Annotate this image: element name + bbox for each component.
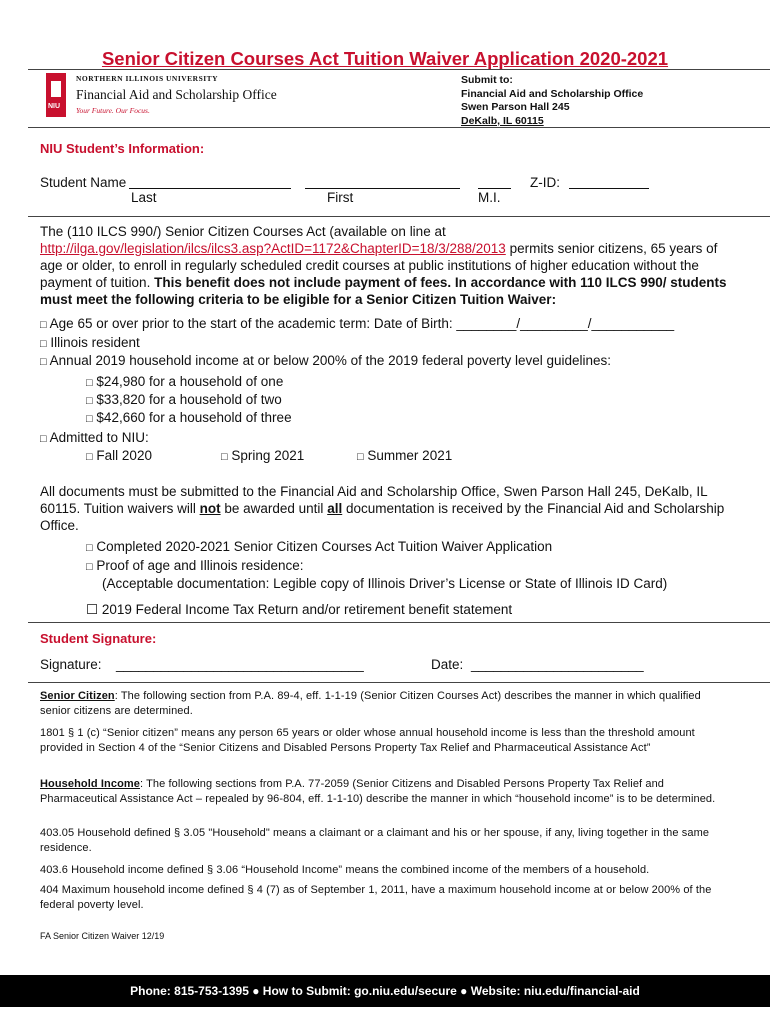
checkbox-icon: □ xyxy=(86,395,93,407)
checkbox-icon: □ xyxy=(86,542,93,554)
criteria-resident[interactable]: □ Illinois resident xyxy=(40,335,140,350)
page-title: Senior Citizen Courses Act Tuition Waiver Application 2020-2021 xyxy=(101,48,669,69)
divider xyxy=(28,69,770,70)
logo-tagline: Your Future. Our Focus. xyxy=(76,106,150,115)
term-spring-2021[interactable]: □ Spring 2021 xyxy=(221,448,305,463)
date-label: Date: xyxy=(431,657,464,672)
checkbox-icon: □ xyxy=(40,356,47,368)
section-heading-student-info: NIU Student’s Information: xyxy=(40,141,205,156)
divider xyxy=(28,127,770,128)
section-40305: 403.05 Household defined § 3.05 "Household" means a claimant or a claimant and his or her spouse, if any, living together in the same residence. xyxy=(40,827,710,854)
checkbox-icon: □ xyxy=(40,338,47,350)
divider xyxy=(28,622,770,623)
doc-application[interactable]: □ Completed 2020-2021 Senior Citizen Courses Act Tuition Waiver Application xyxy=(86,539,553,554)
logo-university: NORTHERN ILLINOIS UNIVERSITY xyxy=(76,74,219,83)
income-level-three[interactable]: □ $42,660 for a household of three xyxy=(86,410,292,425)
mi-label: M.I. xyxy=(478,190,501,205)
section-heading-signature: Student Signature: xyxy=(40,631,157,646)
last-label: Last xyxy=(131,190,157,205)
income-level-one[interactable]: □ $24,980 for a household of one xyxy=(86,374,284,389)
niu-mark-icon: NIU xyxy=(46,73,66,117)
documents-paragraph: All documents must be submitted to the Financial Aid and Scholarship Office, Swen Parson Hall 245, DeKalb, IL 60115. Tuition waivers will not be awarded until all documentation is received by the Financial Aid and Scholarship Office. xyxy=(40,484,725,533)
criteria-admitted[interactable]: □ Admitted to NIU: xyxy=(40,430,149,445)
ilga-link[interactable]: http://ilga.gov/legislation/ilcs/ilcs3.asp?ActID=1172&ChapterID=18/3/288/2013 xyxy=(40,241,506,256)
student-name-label: Student Name xyxy=(40,175,127,190)
doc-tax-return[interactable]: ☐ 2019 Federal Income Tax Return and/or retirement benefit statement xyxy=(86,602,513,617)
divider xyxy=(28,682,770,683)
checkbox-icon: □ xyxy=(86,377,93,389)
doc-acceptable-note: (Acceptable documentation: Legible copy of Illinois Driver’s License or State of Illinois ID Card) xyxy=(102,576,668,591)
intro-paragraph: The (110 ILCS 990/) Senior Citizen Courses Act (available on line at http://ilga.gov/legislation/ilcs/ilcs3.asp?ActID=1172&ChapterID=18/3/288/2013 permits senior citizens, 65 years of age or older, to enroll in regularly scheduled credit courses at public institutions of higher education without the payment of tuition. This benefit does not include payment of fees. In accordance with 110 ILCS 990/ students must meet the following criteria to be eligible for a Senior Citizen Tuition Waiver: xyxy=(40,224,727,307)
household-income-definition: Household Income: The following sections from P.A. 77-2059 (Senior Citizens and Disabled Persons Property Tax Relief and Pharmaceutical Assistance Act – repealed by 96-804, eff. 1-1-10) describe the manner in which “household income” is to be determined. xyxy=(40,778,716,805)
checkbox-icon: □ xyxy=(86,451,93,463)
form-id: FA Senior Citizen Waiver 12/19 xyxy=(40,931,165,941)
zid-label: Z-ID: xyxy=(530,175,560,190)
checkbox-icon: ☐ xyxy=(86,602,99,617)
date-field[interactable]: _______________________ xyxy=(471,657,644,672)
divider xyxy=(28,216,770,217)
doc-proof-of-age[interactable]: □ Proof of age and Illinois residence: xyxy=(86,558,304,573)
first-label: First xyxy=(327,190,354,205)
signature-field[interactable]: _________________________________ xyxy=(116,657,364,672)
zid-field[interactable] xyxy=(569,188,649,189)
section-4036: 403.6 Household income defined § 3.06 “Household Income” means the combined income of the members of a household. xyxy=(40,864,650,876)
checkbox-icon: □ xyxy=(40,319,47,331)
footer-contact-bar: Phone: 815-753-1395 ● How to Submit: go.niu.edu/secure ● Website: niu.edu/financial-aid xyxy=(0,975,770,1007)
niu-logo xyxy=(46,73,306,125)
criteria-age[interactable]: □ Age 65 or over prior to the start of the academic term: Date of Birth: ________/_________/___________ xyxy=(40,316,675,331)
term-fall-2020[interactable]: □ Fall 2020 xyxy=(86,448,152,463)
checkbox-icon: □ xyxy=(221,451,228,463)
logo-office: Financial Aid and Scholarship Office xyxy=(76,87,277,102)
submit-address: Submit to: Financial Aid and Scholarship Office Swen Parson Hall 245 DeKalb, IL 60115 xyxy=(461,74,644,127)
term-summer-2021[interactable]: □ Summer 2021 xyxy=(357,448,453,463)
section-1801: 1801 § 1 (c) “Senior citizen” means any person 65 years or older whose annual household income is less than the threshold amount provided in Section 4 of the “Senior Citizens and Disabled Persons Property Tax Relief and Pharmaceutical Assistance Act” xyxy=(40,727,695,754)
criteria-income[interactable]: □ Annual 2019 household income at or below 200% of the 2019 federal poverty level guidelines: xyxy=(40,353,612,368)
checkbox-icon: □ xyxy=(86,561,93,573)
income-level-two[interactable]: □ $33,820 for a household of two xyxy=(86,392,282,407)
checkbox-icon: □ xyxy=(40,433,47,445)
checkbox-icon: □ xyxy=(357,451,364,463)
checkbox-icon: □ xyxy=(86,413,93,425)
section-404: 404 Maximum household income defined § 4 (7) as of September 1, 2011, have a maximum household income at or below 200% of the federal poverty level. xyxy=(40,884,712,911)
signature-label: Signature: xyxy=(40,657,102,672)
senior-citizen-definition: Senior Citizen: The following section from P.A. 89-4, eff. 1-1-19 (Senior Citizen Courses Act) describes the manner in which qualified senior citizens are determined. xyxy=(40,690,701,717)
